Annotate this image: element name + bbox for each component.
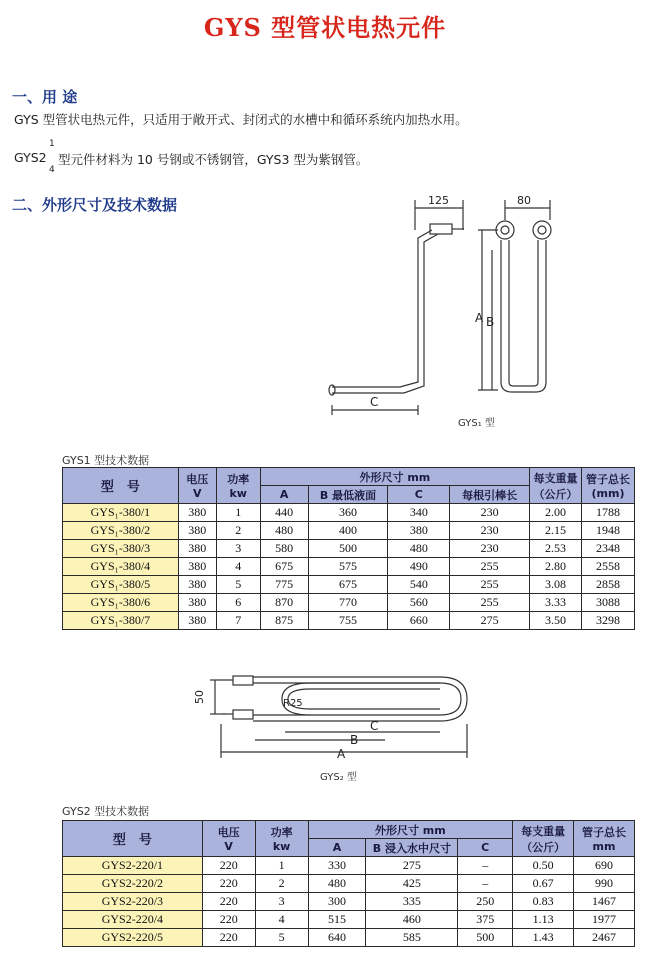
t1-header-model: 型 号 (63, 468, 179, 504)
t1-cell: 440 (260, 504, 308, 522)
t2-cell: 220 (202, 857, 255, 875)
page-title: GYS 型管状电热元件 (203, 13, 447, 42)
table-row (63, 893, 635, 911)
t1-cell: 3 (216, 540, 260, 558)
gys2-spec-table (62, 820, 635, 947)
t2-header-length-unit: mm (592, 840, 616, 853)
t1-cell: 2.15 (530, 522, 582, 540)
t2-cell: GYS2-220/4 (63, 911, 203, 929)
gys2-diagram (185, 662, 475, 787)
t1-cell: 380 (388, 522, 450, 540)
t1-cell: 500 (308, 540, 388, 558)
t1-cell: GYS₁-380/2 (63, 522, 179, 540)
t1-cell: 575 (308, 558, 388, 576)
gys1-caption: GYS₁ 型 (458, 418, 495, 429)
material-model-sup: 1 (49, 139, 55, 149)
t2-cell: 480 (308, 875, 366, 893)
t1-cell: 380 (178, 504, 216, 522)
table-row (63, 576, 635, 594)
t1-header-weight-unit: （公斤） (533, 487, 578, 501)
t1-cell: 380 (178, 576, 216, 594)
t1-cell: GYS₁-380/6 (63, 594, 179, 612)
t1-cell: 2858 (581, 576, 634, 594)
section-heading-usage: 一、用 途 (12, 88, 78, 106)
t2-cell: 220 (202, 875, 255, 893)
material-text: 型元件材料为 10 号钢或不锈钢管，GYS3 型为紫钢管。 (58, 152, 369, 167)
t1-cell: 230 (450, 504, 530, 522)
t2-header-voltage: 电压 (217, 826, 240, 839)
t1-cell: 480 (260, 522, 308, 540)
t1-cell: 2.00 (530, 504, 582, 522)
t1-cell: 480 (388, 540, 450, 558)
t1-cell: 2558 (581, 558, 634, 576)
t1-cell: GYS₁-380/4 (63, 558, 179, 576)
t1-cell: 755 (308, 612, 388, 630)
t1-cell: 770 (308, 594, 388, 612)
t2-cell: 220 (202, 929, 255, 947)
t1-cell: 1788 (581, 504, 634, 522)
t1-header-c: C (388, 486, 450, 504)
gys1-label-a: A (475, 311, 484, 325)
t1-cell: 380 (178, 522, 216, 540)
gys1-label-b: B (486, 315, 495, 329)
t1-cell: 255 (450, 558, 530, 576)
t2-cell: 585 (366, 929, 458, 947)
t1-header-power: 功率 (227, 473, 250, 486)
t1-cell: 870 (260, 594, 308, 612)
t2-header-voltage-unit: V (224, 840, 233, 853)
t2-cell: 1467 (574, 893, 635, 911)
t2-cell: GYS2-220/1 (63, 857, 203, 875)
t1-header-power-unit: kw (229, 487, 247, 500)
t1-cell: 3298 (581, 612, 634, 630)
t1-cell: 360 (308, 504, 388, 522)
gys2-label-r25: R25 (283, 698, 303, 709)
t1-header-voltage: 电压 (186, 473, 209, 486)
t1-cell: GYS₁-380/1 (63, 504, 179, 522)
t1-cell: 660 (388, 612, 450, 630)
t2-cell: GYS2-220/2 (63, 875, 203, 893)
t2-cell: 640 (308, 929, 366, 947)
t2-cell: GYS2-220/5 (63, 929, 203, 947)
t2-cell: 5 (255, 929, 308, 947)
t2-cell: 690 (574, 857, 635, 875)
t1-cell: 255 (450, 576, 530, 594)
gys1-dim-80: 80 (517, 194, 531, 207)
gys2-caption: GYS₂ 型 (320, 772, 357, 783)
t1-header-voltage-unit: V (193, 487, 202, 500)
t2-cell: – (458, 857, 513, 875)
t1-header-length: 管子总长 (585, 473, 630, 486)
t2-cell: 1.43 (513, 929, 574, 947)
t2-header-dims: 外形尺寸 mm (308, 821, 513, 839)
t2-cell: 275 (366, 857, 458, 875)
t1-cell: 2348 (581, 540, 634, 558)
t2-cell: 425 (366, 875, 458, 893)
t2-header-c: C (458, 839, 513, 857)
table-row (63, 911, 635, 929)
table-row (63, 929, 635, 947)
t1-cell: 230 (450, 540, 530, 558)
table-row (63, 612, 635, 630)
t1-cell: 2 (216, 522, 260, 540)
t2-header-model: 型 号 (63, 821, 203, 857)
gys2-label-b: B (350, 733, 359, 747)
t1-header-a: A (260, 486, 308, 504)
t2-cell: 335 (366, 893, 458, 911)
t2-header-power: 功率 (270, 826, 293, 839)
t2-cell: 250 (458, 893, 513, 911)
t1-cell: 340 (388, 504, 450, 522)
t2-cell: 220 (202, 911, 255, 929)
table1-caption: GYS1 型技术数据 (62, 454, 150, 467)
t1-cell: 775 (260, 576, 308, 594)
t1-header-lead: 每根引棒长 (450, 486, 530, 504)
t1-cell: 380 (178, 540, 216, 558)
gys1-label-c: C (370, 395, 379, 409)
t1-cell: 400 (308, 522, 388, 540)
t1-cell: 1 (216, 504, 260, 522)
t2-cell: 1977 (574, 911, 635, 929)
gys2-label-a: A (337, 747, 346, 761)
table-row (63, 875, 635, 893)
t1-cell: 675 (260, 558, 308, 576)
t2-cell: 330 (308, 857, 366, 875)
t1-cell: 4 (216, 558, 260, 576)
t1-cell: 255 (450, 594, 530, 612)
t1-cell: 540 (388, 576, 450, 594)
gys2-label-c: C (370, 719, 379, 733)
t2-cell: 0.67 (513, 875, 574, 893)
gys1-diagram (320, 190, 570, 435)
t1-cell: 875 (260, 612, 308, 630)
t1-cell: GYS₁-380/7 (63, 612, 179, 630)
t1-cell: 675 (308, 576, 388, 594)
t2-cell: 375 (458, 911, 513, 929)
t1-cell: 380 (178, 612, 216, 630)
t1-cell: 2.80 (530, 558, 582, 576)
table-row (63, 558, 635, 576)
table2-caption: GYS2 型技术数据 (62, 805, 150, 818)
t1-cell: GYS₁-380/3 (63, 540, 179, 558)
t2-cell: 460 (366, 911, 458, 929)
t2-cell: 1 (255, 857, 308, 875)
t2-cell: GYS2-220/3 (63, 893, 203, 911)
section-heading-specs: 二、外形尺寸及技术数据 (12, 196, 178, 214)
t2-cell: 0.50 (513, 857, 574, 875)
t2-header-a: A (308, 839, 366, 857)
t2-cell: 500 (458, 929, 513, 947)
t1-cell: 3.08 (530, 576, 582, 594)
t2-cell: 2 (255, 875, 308, 893)
table-row (63, 522, 635, 540)
t1-cell: 580 (260, 540, 308, 558)
t1-cell: GYS₁-380/5 (63, 576, 179, 594)
table-row (63, 857, 635, 875)
gys2-dim-50: 50 (193, 690, 206, 704)
t2-cell: 515 (308, 911, 366, 929)
t2-header-length: 管子总长 (582, 826, 627, 839)
t2-cell: 1.13 (513, 911, 574, 929)
t1-cell: 3088 (581, 594, 634, 612)
table-row (63, 594, 635, 612)
t2-cell: 0.83 (513, 893, 574, 911)
material-model-sub: 4 (49, 165, 55, 175)
gys1-spec-table (62, 467, 635, 630)
t1-cell: 560 (388, 594, 450, 612)
t1-cell: 380 (178, 558, 216, 576)
t1-cell: 2.53 (530, 540, 582, 558)
t2-cell: 2467 (574, 929, 635, 947)
t1-cell: 380 (178, 594, 216, 612)
t1-cell: 6 (216, 594, 260, 612)
t2-header-b: B 浸入水中尺寸 (366, 839, 458, 857)
t1-header-length-unit: (mm) (591, 487, 625, 500)
t2-cell: 220 (202, 893, 255, 911)
t2-header-weight-unit: （公斤） (521, 840, 566, 854)
t1-cell: 230 (450, 522, 530, 540)
t1-cell: 275 (450, 612, 530, 630)
t2-header-power-unit: kw (272, 840, 291, 853)
t1-cell: 7 (216, 612, 260, 630)
t1-header-weight: 每支重量 (533, 471, 578, 485)
t1-cell: 1948 (581, 522, 634, 540)
usage-text: GYS 型管状电热元件，只适用于敞开式、封闭式的水槽中和循环系统内加热水用。 (14, 112, 468, 127)
t1-cell: 490 (388, 558, 450, 576)
t2-header-weight: 每支重量 (521, 824, 566, 838)
t2-cell: – (458, 875, 513, 893)
t1-header-dims: 外形尺寸 mm (260, 468, 529, 486)
table-row (63, 540, 635, 558)
t1-cell: 5 (216, 576, 260, 594)
t1-header-b: B 最低液面 (308, 486, 388, 504)
t2-cell: 300 (308, 893, 366, 911)
table-row (63, 504, 635, 522)
t2-cell: 3 (255, 893, 308, 911)
t1-cell: 3.33 (530, 594, 582, 612)
t2-cell: 990 (574, 875, 635, 893)
t2-cell: 4 (255, 911, 308, 929)
material-model: GYS2 (14, 150, 47, 165)
gys1-dim-125: 125 (428, 194, 449, 207)
t1-cell: 3.50 (530, 612, 582, 630)
